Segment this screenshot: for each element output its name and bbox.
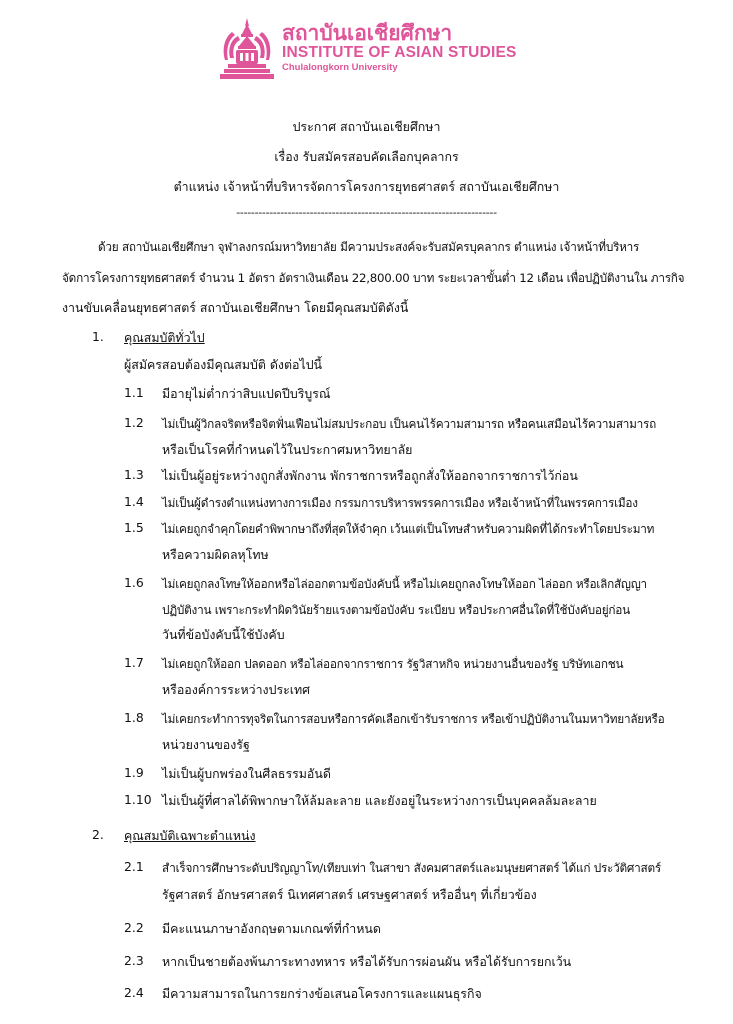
section-1-lead: ผู้สมัครสอบต้องมีคุณสมบัติ ดังต่อไปนี้ — [124, 357, 323, 372]
divider-line: ----------------------------------------------------------------------- — [236, 206, 497, 219]
section-2-number: 2. — [92, 827, 104, 842]
item-text: ไม่เป็นผู้อยู่ระหว่างถูกสั่งพักงาน พักราชการหรือถูกสั่งให้ออกจากราชการไว้ก่อน — [162, 468, 578, 483]
brand-block — [282, 22, 517, 74]
item-text: มีคะแนนภาษาอังกฤษตามเกณฑ์ที่กำหนด — [162, 921, 381, 936]
item-number: 1.4 — [124, 494, 144, 509]
item-text: ไม่เป็นผู้บกพร่องในศีลธรรมอันดี — [162, 766, 331, 781]
chula-crest-icon — [220, 18, 274, 80]
org-name-english: INSTITUTE OF ASIAN STUDIES — [282, 44, 517, 61]
university-name: Chulalongkorn University — [282, 62, 398, 73]
item-number: 1.6 — [124, 575, 144, 590]
item-text: ปฏิบัติงาน เพราะกระทำผิดวินัยร้ายแรงตามข้อบังคับ ระเบียบ หรือประกาศอื่นใดที่ใช้บังคับอยู่ก่อน — [162, 603, 630, 617]
intro-line-1: ด้วย สถาบันเอเชียศึกษา จุฬาลงกรณ์มหาวิทยาลัย มีความประสงค์จะรับสมัครบุคลากร ตำแหน่ง เจ้าหน้าที่บริหาร — [98, 240, 640, 254]
item-text: ไม่เป็นผู้ดำรงตำแหน่งทางการเมือง กรรมการบริหารพรรคการเมือง หรือเจ้าหน้าที่ในพรรคการเมือง — [162, 496, 638, 510]
item-text: หน่วยงานของรัฐ — [162, 737, 250, 752]
item-number: 2.1 — [124, 859, 144, 874]
item-number: 2.4 — [124, 985, 144, 1000]
item-number: 1.7 — [124, 655, 144, 670]
item-number: 1.9 — [124, 765, 144, 780]
org-name-thai: สถาบันเอเชียศึกษา — [282, 21, 453, 45]
item-text: ไม่เป็นผู้ที่ศาลได้พิพากษาให้ล้มละลาย และยังอยู่ในระหว่างการเป็นบุคคลล้มละลาย — [162, 793, 597, 808]
item-number: 1.3 — [124, 467, 144, 482]
announcement-line-3: ตำแหน่ง เจ้าหน้าที่บริหารจัดการโครงการยุทธศาสตร์ สถาบันเอเชียศึกษา — [173, 179, 560, 194]
item-number: 2.2 — [124, 920, 144, 935]
item-text: มีความสามารถในการยกร่างข้อเสนอโครงการและแผนธุรกิจ — [162, 986, 482, 1001]
item-text: ไม่เคยกระทำการทุจริตในการสอบหรือการคัดเลือกเข้ารับราชการ หรือเข้าปฏิบัติงานในมหาวิทยาลัยหรือ — [162, 712, 665, 726]
intro-line-2: จัดการโครงการยุทธศาสตร์ จำนวน 1 อัตรา อัตราเงินเดือน 22,800.00 บาท ระยะเวลาขั้นต่ำ 12 เดือน เพื่อปฏิบัติงานใน ภารกิจ — [62, 271, 685, 285]
item-text: ไม่เคยถูกจำคุกโดยคำพิพากษาถึงที่สุดให้จำคุก เว้นแต่เป็นโทษสำหรับความผิดที่ได้กระทำโดยประมาท — [162, 522, 655, 536]
item-text: หรือความผิดลหุโทษ — [162, 547, 269, 562]
item-number: 1.5 — [124, 520, 144, 535]
item-number: 2.3 — [124, 953, 144, 968]
announcement-line-1: ประกาศ สถาบันเอเชียศึกษา — [292, 119, 441, 134]
item-text: ไม่เคยถูกลงโทษให้ออกหรือไล่ออกตามข้อบังคับนี้ หรือไม่เคยถูกลงโทษให้ออก ไล่ออก หรือเลิกสัญญา — [162, 577, 647, 591]
item-text: รัฐศาสตร์ อักษรศาสตร์ นิเทศศาสตร์ เศรษฐศาสตร์ หรืออื่นๆ ที่เกี่ยวข้อง — [162, 887, 537, 902]
item-text: หรือองค์การระหว่างประเทศ — [162, 682, 311, 697]
item-text: สำเร็จการศึกษาระดับปริญญาโท/เทียบเท่า ในสาขา สังคมศาสตร์และมนุษยศาสตร์ ได้แก่ ประวัติศาสตร์ — [162, 861, 661, 875]
item-text: หากเป็นชายต้องพ้นภาระทางทหาร หรือได้รับการผ่อนผัน หรือได้รับการยกเว้น — [162, 954, 572, 969]
section-1-title: คุณสมบัติทั่วไป — [124, 330, 205, 345]
section-1-number: 1. — [92, 329, 104, 344]
item-number: 1.1 — [124, 385, 144, 400]
announcement-line-2: เรื่อง รับสมัครสอบคัดเลือกบุคลากร — [274, 149, 459, 164]
item-number: 1.8 — [124, 710, 144, 725]
item-text: ไม่เป็นผู้วิกลจริตหรือจิตฟั่นเฟือนไม่สมประกอบ เป็นคนไร้ความสามารถ หรือคนเสมือนไร้ความสามารถ — [162, 417, 657, 431]
item-text: มีอายุไม่ต่ำกว่าสิบแปดปีบริบูรณ์ — [162, 386, 331, 401]
item-text: หรือเป็นโรคที่กำหนดไว้ในประกาศมหาวิทยาลัย — [162, 442, 413, 457]
item-text: ไม่เคยถูกให้ออก ปลดออก หรือไล่ออกจากราชการ รัฐวิสาหกิจ หน่วยงานอื่นของรัฐ บริษัทเอกชน — [162, 657, 624, 671]
item-number: 1.2 — [124, 415, 144, 430]
intro-line-3: งานขับเคลื่อนยุทธศาสตร์ สถาบันเอเชียศึกษา โดยมีคุณสมบัติดังนี้ — [62, 300, 409, 315]
item-text: วันที่ข้อบังคับนี้ใช้บังคับ — [162, 627, 285, 642]
section-2-title: คุณสมบัติเฉพาะตำแหน่ง — [124, 828, 256, 843]
item-number: 1.10 — [124, 792, 152, 807]
